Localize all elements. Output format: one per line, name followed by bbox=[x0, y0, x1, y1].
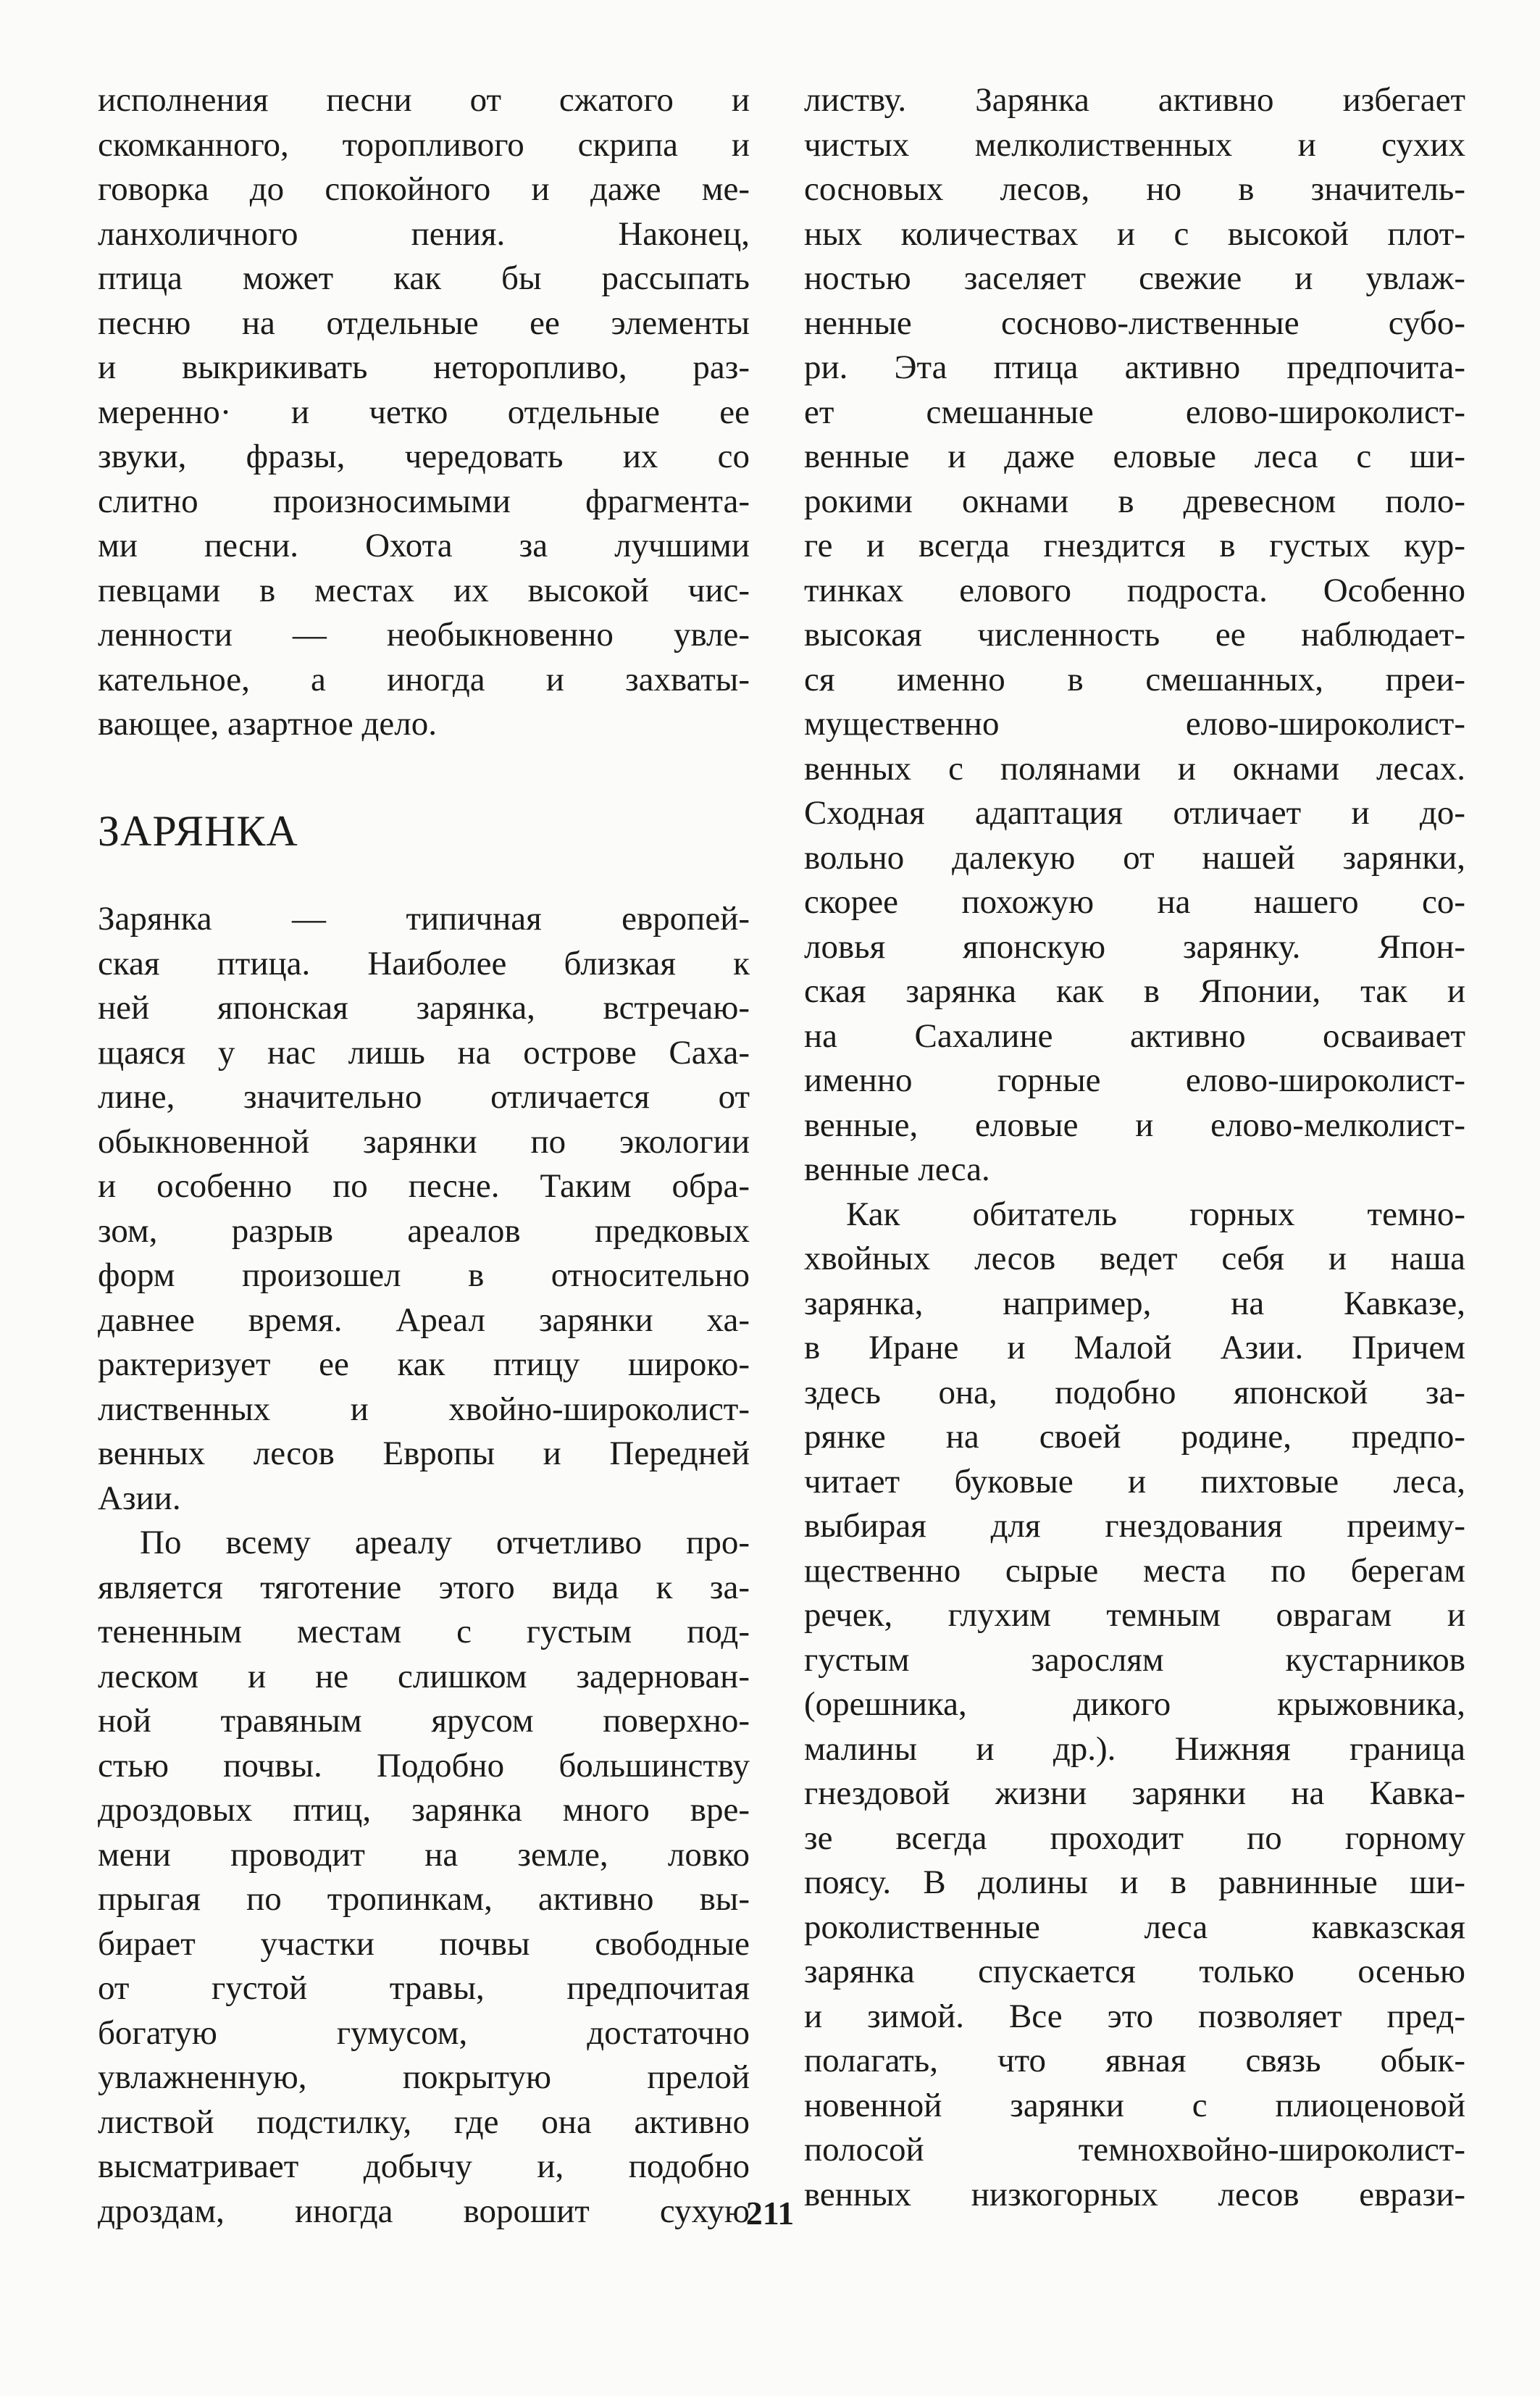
text-line: давнее время. Ареал зарянки ха- bbox=[98, 1301, 750, 1339]
text-line: скомканного, торопливого скрипа и bbox=[98, 125, 750, 164]
text-line: выбирая для гнездования преиму- bbox=[804, 1507, 1465, 1545]
text-line: лине, значительно отличается от bbox=[98, 1078, 750, 1116]
text-line: венные леса. bbox=[804, 1151, 990, 1188]
text-line: зарянка спускается только осенью bbox=[804, 1953, 1465, 1990]
text-line: ланхоличного пения. Наконец, bbox=[98, 214, 750, 253]
text-line: малины и др.). Нижняя граница bbox=[804, 1729, 1465, 1768]
text-line: прыгая по тропинкам, активно вы- bbox=[98, 1880, 750, 1918]
text-line: ной травяным ярусом поверхно- bbox=[98, 1702, 750, 1740]
text-line: рянке на своей родине, предпо- bbox=[804, 1418, 1465, 1456]
text-line: здесь она, подобно японской за- bbox=[804, 1373, 1465, 1411]
text-line: ней японская зарянка, встречаю- bbox=[98, 989, 750, 1027]
text-line: тинках елового подроста. Особенно bbox=[804, 571, 1465, 609]
left-column-top bbox=[98, 78, 750, 747]
text-line: дроздам, иногда ворошит сухую bbox=[98, 2192, 750, 2230]
text-line: Зарянка — типичная европей- bbox=[98, 900, 750, 938]
text-line: звуки, фразы, чередовать их со bbox=[98, 438, 750, 475]
text-line: бирает участки почвы свободные bbox=[98, 1924, 750, 1963]
text-line: полосой темнохвойно-широколист- bbox=[804, 2131, 1465, 2168]
text-line: высокая численность ее наблюдает- bbox=[804, 616, 1465, 654]
text-line: вольно далекую от нашей зарянки, bbox=[804, 838, 1465, 877]
text-line: говорка до спокойного и даже ме- bbox=[98, 170, 750, 208]
text-line: ся именно в смешанных, преи- bbox=[804, 660, 1465, 698]
text-line: тененным местам с густым под- bbox=[98, 1613, 750, 1650]
text-line: леском и не слишком задернован- bbox=[98, 1657, 750, 1695]
text-line: ми песни. Охота за лучшими bbox=[98, 527, 750, 564]
text-line: читает буковые и пихтовые леса, bbox=[804, 1462, 1465, 1500]
text-line: и особенно по песне. Таким обра- bbox=[98, 1167, 750, 1205]
text-line: и зимой. Все это позволяет пред- bbox=[804, 1997, 1465, 2035]
text-line: является тяготение этого вида к за- bbox=[98, 1568, 750, 1606]
right-column bbox=[804, 78, 1465, 2217]
text-line: рактеризует ее как птицу широко- bbox=[98, 1345, 750, 1383]
text-line: щаяся у нас лишь на острове Саха- bbox=[98, 1033, 750, 1072]
text-line: на Сахалине активно осваивает bbox=[804, 1017, 1465, 1055]
text-line: роколиственные леса кавказская bbox=[804, 1908, 1465, 1946]
text-line: ге и всегда гнездится в густых кур- bbox=[804, 527, 1465, 564]
text-line: именно горные елово-широколист- bbox=[804, 1061, 1465, 1099]
text-line: форм произошел в относительно bbox=[98, 1256, 750, 1294]
page-number: 211 bbox=[745, 2195, 795, 2232]
text-line: зе всегда проходит по горному bbox=[804, 1819, 1465, 1857]
text-line: богатую гумусом, достаточно bbox=[98, 2013, 750, 2052]
text-line: новенной зарянки с плиоценовой bbox=[804, 2086, 1465, 2124]
text-line: рокими окнами в древесном поло- bbox=[804, 482, 1465, 520]
text-line: исполнения песни от сжатого и bbox=[98, 81, 750, 119]
text-line: ностью заселяет свежие и увлаж- bbox=[804, 259, 1465, 297]
text-line: Азии. bbox=[98, 1479, 181, 1517]
text-line: и выкрикивать неторопливо, раз- bbox=[98, 348, 750, 386]
text-line: зарянка, например, на Кавказе, bbox=[804, 1284, 1465, 1322]
text-line: обыкновенной зарянки по экологии bbox=[98, 1122, 750, 1161]
text-line: хвойных лесов ведет себя и наша bbox=[804, 1240, 1465, 1277]
text-line: сосновых лесов, но в значитель- bbox=[804, 170, 1465, 208]
text-line: ленности — необыкновенно увле- bbox=[98, 616, 750, 654]
text-line: речек, глухим темным оврагам и bbox=[804, 1596, 1465, 1634]
text-line: чистых мелколиственных и сухих bbox=[804, 125, 1465, 164]
text-line: мущественно елово-широколист- bbox=[804, 705, 1465, 743]
text-line: венных низкогорных лесов еврази- bbox=[804, 2175, 1465, 2213]
text-line: ри. Эта птица активно предпочита- bbox=[804, 348, 1465, 386]
text-line: зом, разрыв ареалов предковых bbox=[98, 1211, 750, 1250]
text-line: вающее, азартное дело. bbox=[98, 705, 437, 743]
text-line: ных количествах и с высокой плот- bbox=[804, 214, 1465, 253]
section-heading: ЗАРЯНКА bbox=[98, 807, 298, 855]
text-line: венных с полянами и окнами лесах. bbox=[804, 749, 1465, 788]
text-line: листвой подстилку, где она активно bbox=[98, 2103, 750, 2141]
text-line: Как обитатель горных темно- bbox=[846, 1195, 1465, 1233]
text-line: ловья японскую зарянку. Япон- bbox=[804, 927, 1465, 966]
text-line: листву. Зарянка активно избегает bbox=[804, 81, 1465, 119]
text-line: поясу. В долины и в равнинные ши- bbox=[804, 1863, 1465, 1901]
text-line: в Иране и Малой Азии. Причем bbox=[804, 1329, 1465, 1366]
text-line: венные и даже еловые леса с ши- bbox=[804, 438, 1465, 475]
text-line: мени проводит на земле, ловко bbox=[98, 1835, 750, 1874]
text-line: кательное, а иногда и захваты- bbox=[98, 660, 750, 698]
text-line: лиственных и хвойно-широколист- bbox=[98, 1390, 750, 1428]
text-line: слитно произносимыми фрагмента- bbox=[98, 482, 750, 520]
text-line: ская птица. Наиболее близкая к bbox=[98, 944, 750, 982]
text-line: увлажненную, покрытую прелой bbox=[98, 2058, 750, 2096]
text-line: Сходная адаптация отличает и до- bbox=[804, 794, 1465, 832]
text-line: густым зарослям кустарников bbox=[804, 1640, 1465, 1679]
text-line: птица может как бы рассыпать bbox=[98, 259, 750, 297]
text-line: меренно· и четко отдельные ее bbox=[98, 393, 750, 431]
left-column-body bbox=[98, 897, 750, 2234]
text-line: от густой травы, предпочитая bbox=[98, 1969, 750, 2007]
text-line: ская зарянка как в Японии, так и bbox=[804, 972, 1465, 1010]
text-line: ет смешанные елово-широколист- bbox=[804, 393, 1465, 431]
text-line: По всему ареалу отчетливо про- bbox=[140, 1524, 750, 1561]
text-line: щественно сырые места по берегам bbox=[804, 1551, 1465, 1590]
text-line: скорее похожую на нашего со- bbox=[804, 883, 1465, 921]
text-line: ненные сосново-лиственные субо- bbox=[804, 304, 1465, 342]
text-line: полагать, что явная связь обык- bbox=[804, 2042, 1465, 2079]
text-line: певцами в местах их высокой чис- bbox=[98, 571, 750, 609]
text-line: (орешника, дикого крыжовника, bbox=[804, 1685, 1465, 1723]
text-line: гнездовой жизни зарянки на Кавка- bbox=[804, 1774, 1465, 1812]
text-line: дроздовых птиц, зарянка много вре- bbox=[98, 1791, 750, 1829]
text-line: венные, еловые и елово-мелколист- bbox=[804, 1106, 1465, 1144]
text-line: стью почвы. Подобно большинству bbox=[98, 1746, 750, 1785]
text-line: песню на отдельные ее элементы bbox=[98, 304, 750, 342]
text-line: венных лесов Европы и Передней bbox=[98, 1435, 750, 1472]
text-line: высматривает добычу и, подобно bbox=[98, 2147, 750, 2185]
